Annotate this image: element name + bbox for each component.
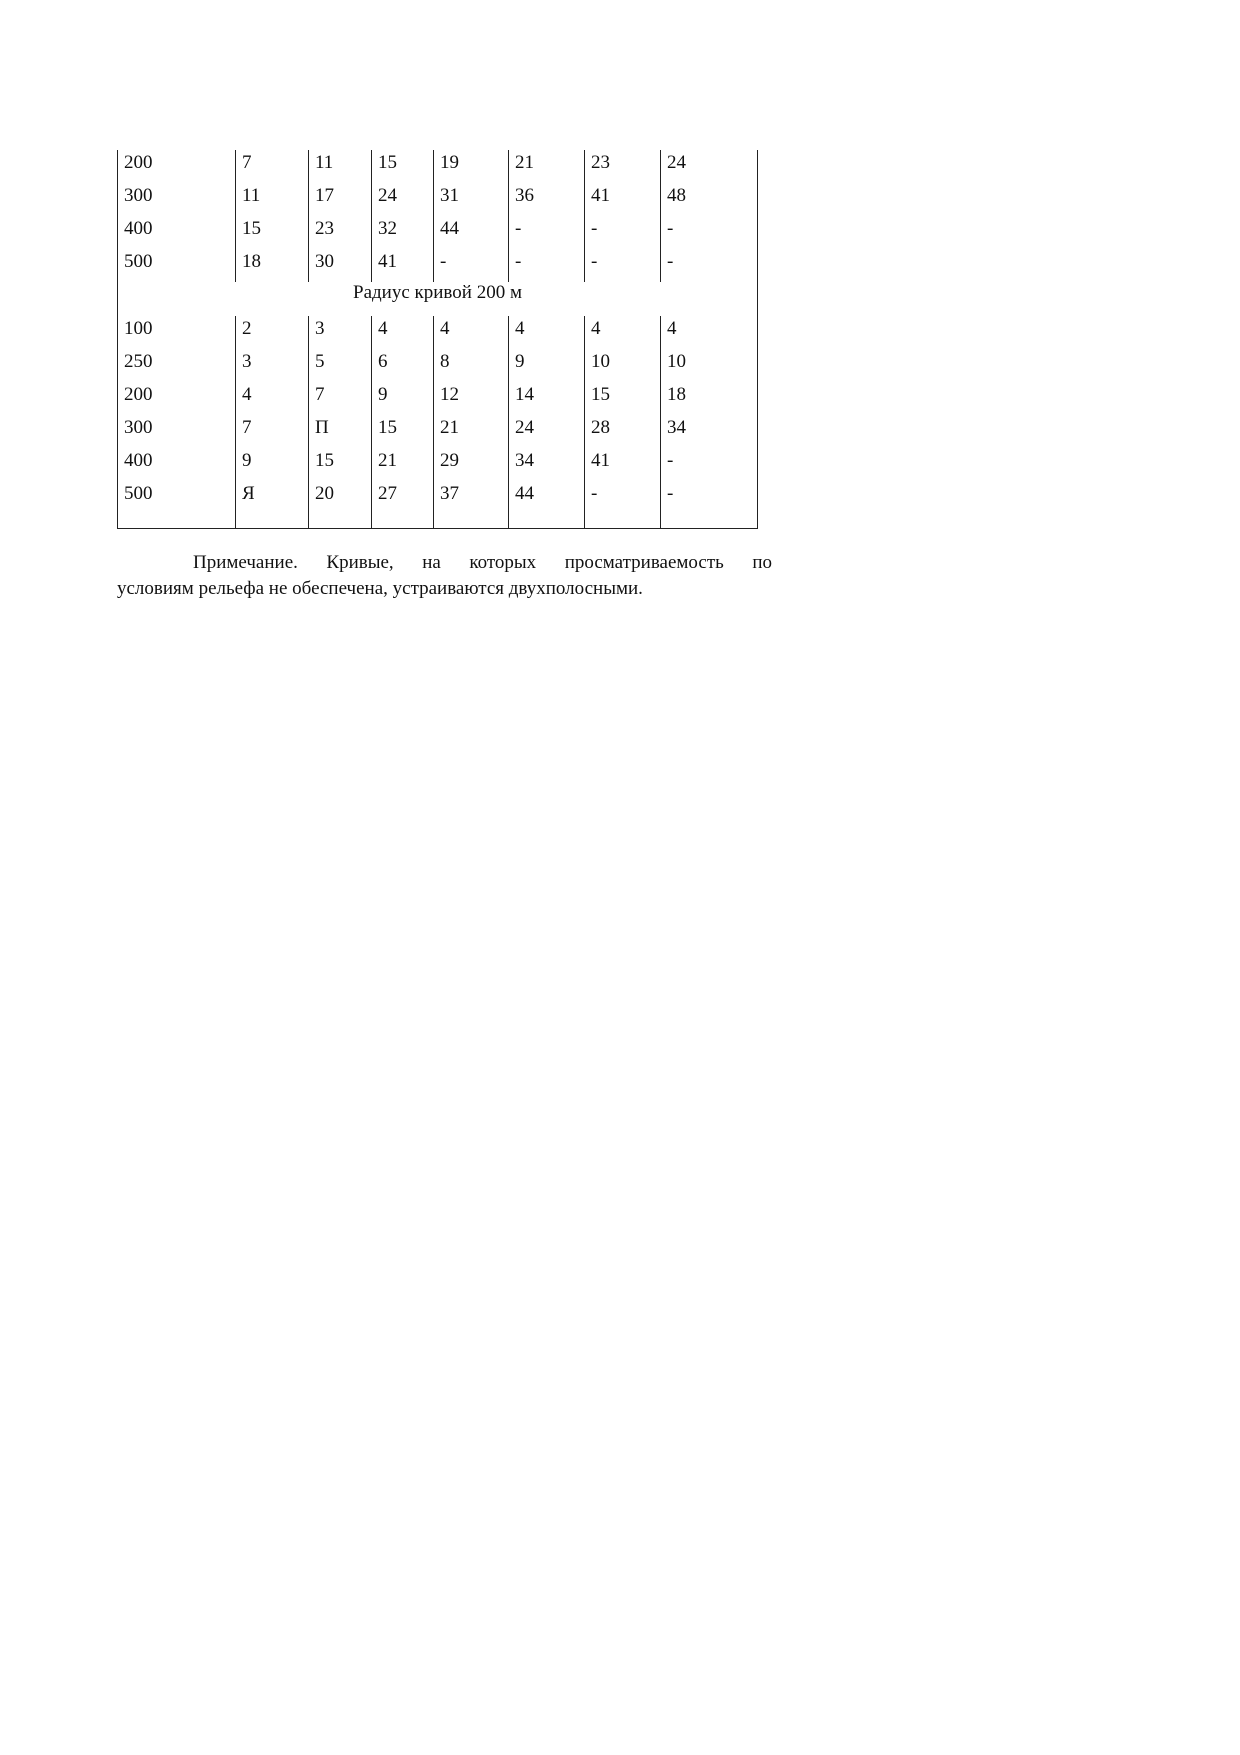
table-cell: 9	[236, 448, 309, 481]
table-cell: 10	[585, 349, 661, 382]
table-cell: 5	[309, 349, 372, 382]
table-cell: 15	[236, 216, 309, 249]
table-cell: 27	[372, 481, 434, 514]
table-cell: 3	[309, 316, 372, 349]
table-cell: 44	[434, 216, 509, 249]
table-cell: 15	[372, 415, 434, 448]
table-cell: 37	[434, 481, 509, 514]
section-heading: Радиус кривой 200 м	[118, 282, 758, 316]
table-cell: -	[661, 481, 758, 514]
table-note	[117, 550, 772, 602]
table-row	[118, 448, 758, 481]
table-cell: 15	[372, 150, 434, 183]
table-cell: Я	[236, 481, 309, 514]
table-cell: 4	[661, 316, 758, 349]
table-row	[118, 183, 758, 216]
table-cell: 4	[372, 316, 434, 349]
table-cell: 15	[309, 448, 372, 481]
table-row	[118, 249, 758, 282]
table-cell: 32	[372, 216, 434, 249]
table-cell: 24	[661, 150, 758, 183]
table-cell: -	[585, 481, 661, 514]
table-cell: 20	[309, 481, 372, 514]
table-cell: 500	[118, 249, 236, 282]
table-cell: -	[509, 216, 585, 249]
table-cell: -	[434, 249, 509, 282]
table-cell: -	[661, 448, 758, 481]
table-cell: -	[661, 216, 758, 249]
table-cell: 34	[661, 415, 758, 448]
table-cell: 100	[118, 316, 236, 349]
table-cell: 48	[661, 183, 758, 216]
table-cell: -	[585, 216, 661, 249]
table-cell: 10	[661, 349, 758, 382]
table-cell: 31	[434, 183, 509, 216]
note-line-2: условиям рельефа не обеспечена, устраиваются двухполосными.	[117, 578, 643, 599]
table-cell: 23	[585, 150, 661, 183]
table-cell: 200	[118, 382, 236, 415]
table-row	[118, 216, 758, 249]
table-cell: 15	[585, 382, 661, 415]
section-heading-row	[118, 282, 758, 316]
table-cell: 3	[236, 349, 309, 382]
table-cell: 21	[509, 150, 585, 183]
table-cell: 2	[236, 316, 309, 349]
table-cell: 41	[585, 183, 661, 216]
table-cell: 41	[372, 249, 434, 282]
table-row	[118, 481, 758, 514]
table-cell: 7	[236, 415, 309, 448]
table-cell: П	[309, 415, 372, 448]
table-cell: 4	[434, 316, 509, 349]
table-cell: -	[585, 249, 661, 282]
table-cell: 19	[434, 150, 509, 183]
table-bottom-spacer	[118, 514, 758, 529]
table-cell: 36	[509, 183, 585, 216]
table-row	[118, 415, 758, 448]
table-cell	[661, 514, 758, 529]
table-cell	[434, 514, 509, 529]
table-row	[118, 150, 758, 183]
table-cell: 9	[372, 382, 434, 415]
data-table	[117, 150, 758, 529]
table-cell: 21	[372, 448, 434, 481]
table-cell: 24	[509, 415, 585, 448]
table-cell	[236, 514, 309, 529]
table-cell: 18	[236, 249, 309, 282]
table-cell: 18	[661, 382, 758, 415]
table-cell: 4	[236, 382, 309, 415]
table-cell: 9	[509, 349, 585, 382]
table-row	[118, 382, 758, 415]
table-cell: 11	[236, 183, 309, 216]
table-cell: 500	[118, 481, 236, 514]
table-cell: 44	[509, 481, 585, 514]
table-cell: 300	[118, 183, 236, 216]
table-cell: 300	[118, 415, 236, 448]
table-cell: 11	[309, 150, 372, 183]
table-cell: 24	[372, 183, 434, 216]
table-cell: 12	[434, 382, 509, 415]
table-row	[118, 316, 758, 349]
table-cell: 30	[309, 249, 372, 282]
table-cell: 41	[585, 448, 661, 481]
table-cell: 29	[434, 448, 509, 481]
table-cell	[509, 514, 585, 529]
table-cell	[372, 514, 434, 529]
table-cell	[118, 514, 236, 529]
table-cell: 400	[118, 216, 236, 249]
table-cell: -	[509, 249, 585, 282]
table-cell: 4	[585, 316, 661, 349]
table-cell: 14	[509, 382, 585, 415]
table-cell: 8	[434, 349, 509, 382]
table-cell: 400	[118, 448, 236, 481]
table-cell: 200	[118, 150, 236, 183]
note-line-1: Примечание. Кривые, на которых просматриваемость по	[193, 552, 772, 573]
table-cell: -	[661, 249, 758, 282]
table-cell: 28	[585, 415, 661, 448]
table-cell: 34	[509, 448, 585, 481]
table-cell: 7	[309, 382, 372, 415]
table-cell: 7	[236, 150, 309, 183]
table-cell: 17	[309, 183, 372, 216]
table-cell: 23	[309, 216, 372, 249]
table-cell	[309, 514, 372, 529]
table-cell: 250	[118, 349, 236, 382]
table-cell: 4	[509, 316, 585, 349]
table-row	[118, 349, 758, 382]
table-cell: 6	[372, 349, 434, 382]
table-cell	[585, 514, 661, 529]
table-cell: 21	[434, 415, 509, 448]
